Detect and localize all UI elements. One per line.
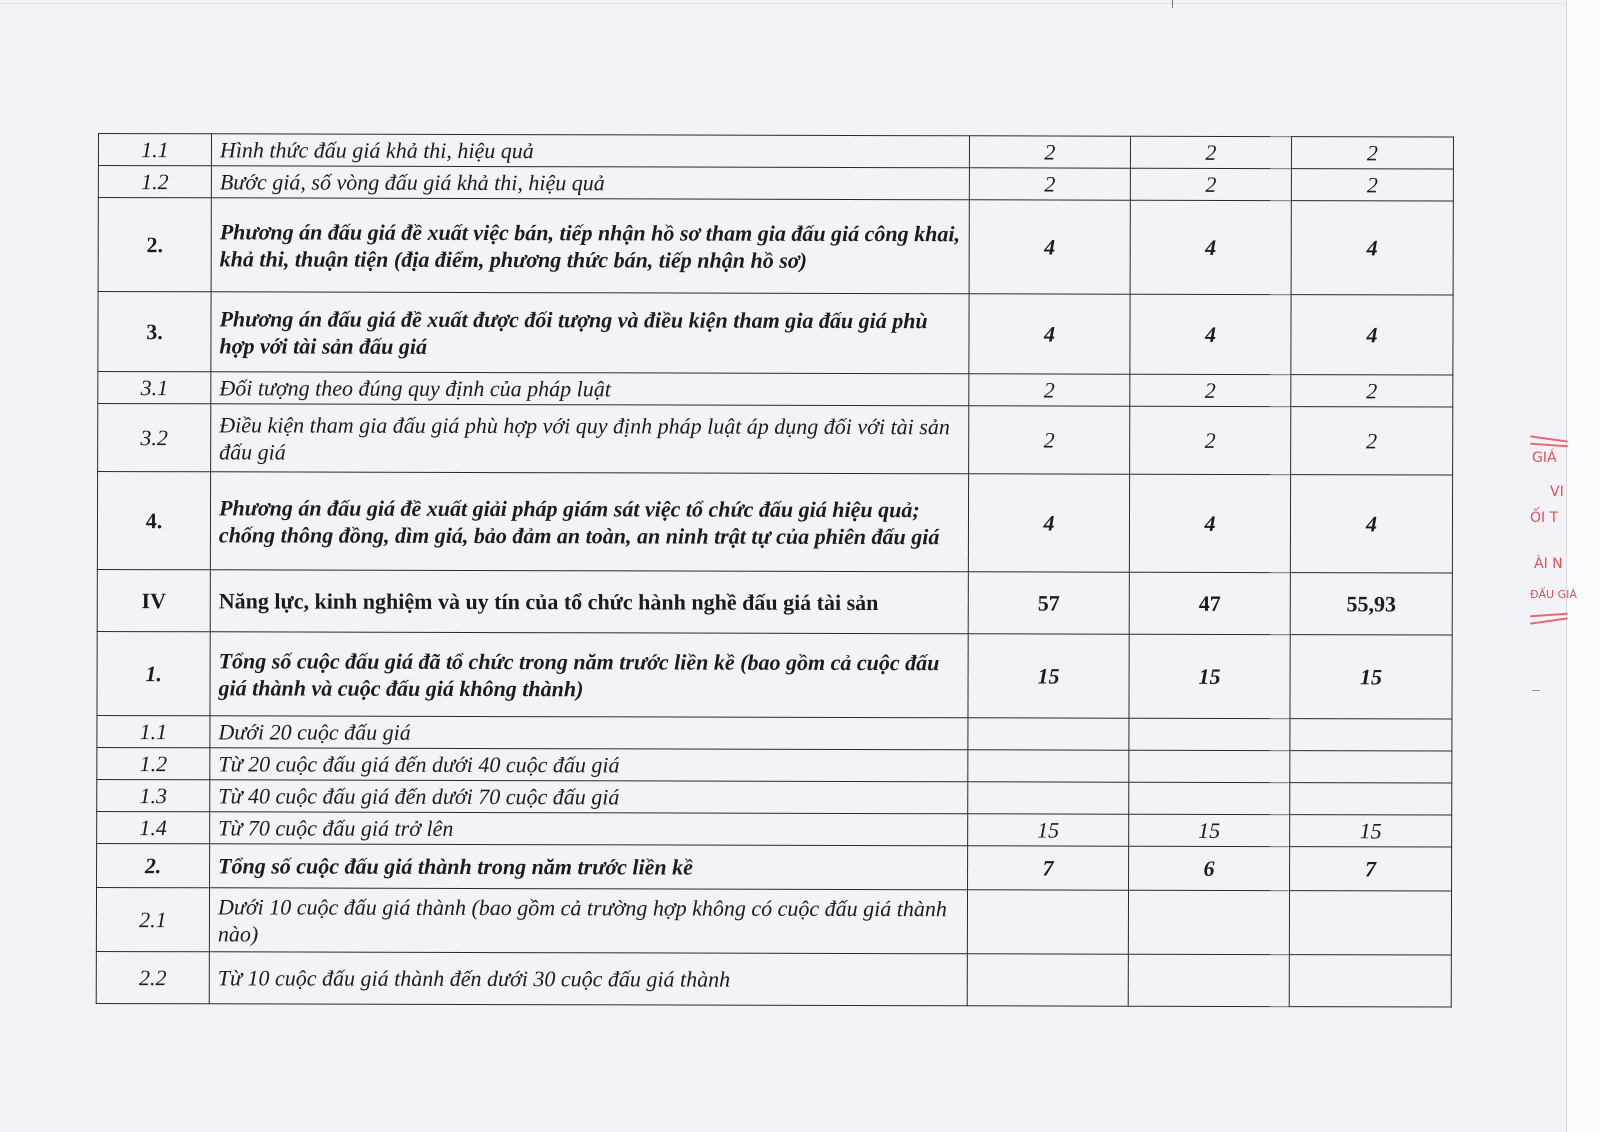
score-col-1: 4 (968, 474, 1129, 572)
criterion-text: Phương án đấu giá đề xuất giải pháp giám sát việc tổ chức đấu giá hiệu quả; chống thông đồng, dìm giá, bảo đảm an toàn, an ninh trật tự của phiên đấu giá (210, 472, 968, 572)
row-number: 2. (98, 198, 211, 292)
table-row (96, 887, 1451, 955)
top-tick-mark (1172, 0, 1173, 8)
table-row (98, 292, 1453, 376)
score-col-1: 15 (968, 814, 1129, 846)
table-row (98, 198, 1453, 296)
score-col-2: 4 (1129, 474, 1290, 572)
score-col-3 (1290, 719, 1452, 751)
score-col-1 (968, 782, 1129, 814)
stamp-arc (1530, 617, 1568, 624)
criterion-text: Từ 10 cuộc đấu giá thành đến dưới 30 cuộc đấu giá thành (209, 952, 967, 1006)
page-right-edge (1566, 0, 1600, 1132)
score-col-2: 2 (1130, 374, 1291, 406)
red-seal-stamp (1530, 438, 1577, 638)
criterion-text: Bước giá, số vòng đấu giá khả thi, hiệu quả (211, 166, 969, 200)
score-col-3: 2 (1291, 137, 1453, 169)
criterion-text: Phương án đấu giá đề xuất việc bán, tiếp nhận hồ sơ tham gia đấu giá công khai, khả thi, thuận tiện (địa điểm, phương thức bán, tiếp nhận hồ sơ) (211, 198, 969, 294)
score-col-3: 55,93 (1290, 573, 1452, 635)
table-row (97, 631, 1452, 719)
row-number: 1. (97, 631, 210, 715)
score-col-2: 15 (1129, 634, 1290, 718)
table-row (98, 134, 1453, 170)
row-number: 2.1 (96, 887, 209, 951)
criterion-text: Hình thức đấu giá khả thi, hiệu quả (211, 134, 969, 168)
row-number: 1.2 (97, 747, 210, 779)
score-col-1: 7 (968, 846, 1129, 890)
row-number: 3.1 (98, 372, 211, 404)
table-row (97, 715, 1452, 751)
stamp-text: ÀI N (1534, 556, 1563, 572)
criterion-text: Tổng số cuộc đấu giá thành trong năm trước liền kề (210, 844, 968, 890)
table-row (98, 404, 1453, 476)
score-col-2 (1129, 750, 1290, 782)
score-col-3: 15 (1290, 815, 1452, 847)
score-col-2: 4 (1130, 294, 1291, 374)
row-number: 2.2 (96, 951, 209, 1003)
table-row (97, 811, 1452, 847)
criterion-text: Tổng số cuộc đấu giá đã tổ chức trong năm trước liền kề (bao gồm cả cuộc đấu giá thành và cuộc đấu giá không thành) (210, 632, 968, 718)
score-col-2 (1128, 954, 1289, 1006)
table-row (98, 372, 1453, 408)
margin-dash (1532, 690, 1540, 691)
score-col-3: 2 (1291, 407, 1453, 475)
score-col-1 (967, 954, 1128, 1006)
stamp-arc (1530, 613, 1568, 618)
score-col-1: 57 (968, 572, 1129, 634)
criterion-text: Đối tượng theo đúng quy định của pháp luật (211, 372, 969, 406)
table-row (97, 747, 1452, 783)
row-number: 1.2 (98, 166, 211, 198)
stamp-text: VI (1550, 484, 1564, 500)
score-col-2: 47 (1129, 572, 1290, 634)
row-number: 2. (97, 843, 210, 887)
criterion-text: Phương án đấu giá đề xuất được đối tượng và điều kiện tham gia đấu giá phù hợp với tài sản đấu giá (211, 292, 969, 374)
top-border-line (0, 3, 1566, 4)
table-row-section-header (97, 569, 1452, 635)
score-col-3: 4 (1290, 475, 1452, 573)
score-col-2: 4 (1130, 200, 1291, 294)
score-col-1: 2 (969, 374, 1130, 406)
criterion-text: Từ 40 cuộc đấu giá đến dưới 70 cuộc đấu giá (210, 780, 968, 814)
row-number: 1.1 (97, 715, 210, 747)
criterion-text: Điều kiện tham gia đấu giá phù hợp với quy định pháp luật áp dụng đối với tài sản đấu giá (211, 404, 969, 474)
row-number: 3. (98, 292, 211, 372)
row-number: 1.1 (98, 134, 211, 166)
score-col-1: 4 (969, 294, 1130, 374)
criterion-text: Từ 70 cuộc đấu giá trở lên (210, 812, 968, 846)
stamp-text: GIÁ (1532, 450, 1557, 466)
score-col-3 (1290, 751, 1452, 783)
criterion-text: Năng lực, kinh nghiệm và uy tín của tổ chức hành nghề đấu giá tài sản (210, 570, 968, 634)
score-col-1 (968, 750, 1129, 782)
score-col-1 (968, 718, 1129, 750)
score-col-2: 2 (1130, 136, 1291, 168)
table-row (97, 472, 1452, 574)
table-row (96, 951, 1451, 1007)
score-col-3 (1289, 891, 1451, 955)
score-col-1: 2 (969, 406, 1130, 474)
score-col-2: 2 (1130, 406, 1291, 474)
score-col-3: 4 (1291, 295, 1453, 375)
score-col-2 (1129, 782, 1290, 814)
row-number: 4. (97, 472, 210, 570)
table-row (97, 779, 1452, 815)
score-col-2: 6 (1129, 846, 1290, 890)
score-col-2 (1128, 890, 1289, 954)
score-col-1: 15 (968, 634, 1129, 718)
score-col-3: 2 (1291, 169, 1453, 201)
table-row (98, 166, 1453, 202)
scoring-table (96, 133, 1454, 1008)
stamp-text: ĐẤU GIÁ (1530, 588, 1577, 601)
score-col-1: 2 (969, 136, 1130, 168)
score-col-2: 15 (1129, 814, 1290, 846)
criterion-text: Dưới 20 cuộc đấu giá (210, 716, 968, 750)
row-number: 1.3 (97, 779, 210, 811)
table-row (97, 843, 1452, 891)
score-col-1 (967, 890, 1128, 954)
score-col-3 (1289, 955, 1451, 1007)
score-col-3: 7 (1290, 847, 1452, 891)
row-number: 1.4 (97, 811, 210, 843)
row-number: 3.2 (98, 404, 211, 472)
stamp-arc (1530, 443, 1568, 448)
score-col-3 (1290, 783, 1452, 815)
score-col-3: 4 (1291, 201, 1453, 295)
criterion-text: Dưới 10 cuộc đấu giá thành (bao gồm cả trường hợp không có cuộc đấu giá thành nào) (209, 888, 967, 954)
criterion-text: Từ 20 cuộc đấu giá đến dưới 40 cuộc đấu giá (210, 748, 968, 782)
stamp-text: ỐI T (1530, 510, 1559, 526)
score-col-2: 2 (1130, 168, 1291, 200)
score-col-1: 2 (969, 168, 1130, 200)
row-number: IV (97, 569, 210, 631)
score-col-2 (1129, 718, 1290, 750)
score-col-3: 15 (1290, 635, 1452, 719)
score-col-3: 2 (1291, 375, 1453, 407)
score-col-1: 4 (969, 200, 1130, 294)
